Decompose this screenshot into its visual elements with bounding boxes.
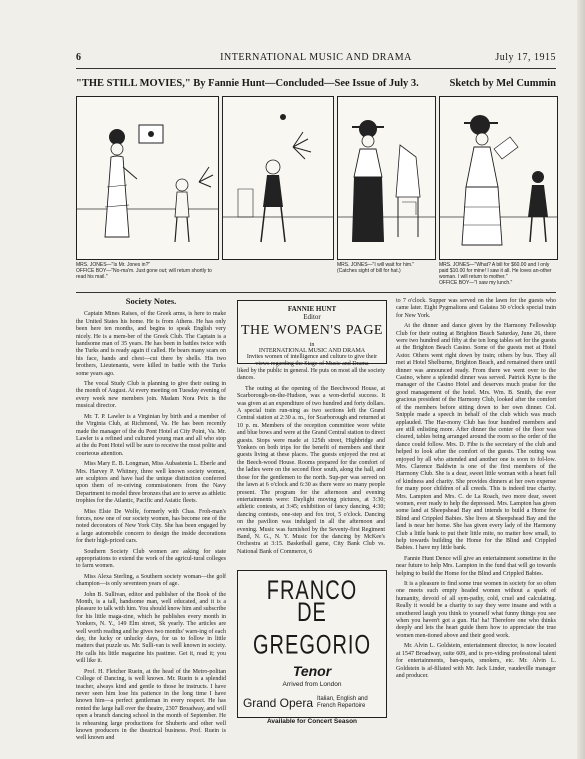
- womens-page-invite: Invites women of intelligence and culture to give their views regarding the Stage of Music and Drama: [246, 354, 378, 367]
- page-edge: [577, 0, 585, 759]
- middle-paragraph: The outing at the opening of the Beechwood House, at Scarborough-on-the-Hudson, was a won-derful success. It was given at an expenditure of two hundred and forty dollars. A special train run-ning as two sections left the Grand Central station at 2:30 a. m., for Scarborough and returned at 10 p. m. Members of the reception committee wore white and blue bows and were at the Grand Central station to direct guests. Stops were made at 125th street, Highbridge and Yonkers on both trips for the benefit of members and their guests living at these places. The guests enjoyed the rest at the Beech-wood House. Rooms prepared for the comfort of the ladies were on the second floor south, along the hall, and those for the gentlemen to the north. Sup-per was served on the lawn at 6 o'clock and 6:30 as there were so many people present. The program for the afternoon and evening entertainments were: Daylight moving pictures, at 3:30; athletic contests, at 3:45; exhibition of fancy dancing, 4:30; dancing contests, one-step and fox trot, 5 o'clock. Dancing on the pavilion was indulged in all the afternoon and evening. Music was furnished by the Seventy-first Regiment Band, N. G., N. Y. Music for the dancing by McKee's Orchestra at 3:15. Basketball game, City Bank Club vs. National Bank of Commerce, 6: [237, 385, 385, 555]
- franco-de-gregorio-ad: [237, 570, 387, 725]
- panel-1-caption: MRS. JONES—"Is Mr. Jones in?" OFFICE BOY—"No-ma'm. Just gone out; will return shortly to read his mail.": [76, 262, 212, 280]
- society-paragraph: Miss Mary E. B. Longman, Miss Aubastenia L. Eberle and Mrs. Harvey P. Whitney, three well known society women, are sculptors and have had the unique distinction conferred upon them of re-ceiving commissioners from the Navy Department to model three bronzes that are to serve as athletic trophies for the Atlantic, Pacific and Asiatic fleets.: [76, 461, 226, 505]
- comic-panel-4: [439, 96, 558, 260]
- society-notes-column: [76, 298, 226, 746]
- right-column: [396, 298, 556, 683]
- editor-name: FANNIE HUNT: [287, 305, 337, 313]
- womens-page-publication: INTERNATIONAL MUSIC AND DRAMA: [258, 348, 366, 354]
- society-paragraph: John B. Sullivan, editor and publisher of the Book of the Month, is a tall, handsome man, well educated, and it is a pleasure to talk with him. You should know him and subscribe for his little maga-zine, which he publishes every month in Yonkers, N. Y., 149 Elm street, Sk yearly. The articles are well worth reading and he gives two months' warn-ing of each day, the lucky or unlucky days, for us to follow in little matters that puzzle us. Mr. Sulli-van is well known in society. He calls his little magazine his pastime. Get it, read it; you will like it.: [76, 591, 226, 665]
- society-paragraph: The vocal Study Club is planning to give their outing in the month of August. At every meeting on Tuesday evening of every week new members join. Madam Nora Peix is the musical director.: [76, 381, 226, 410]
- society-paragraph: Captain Mines Raises, of the Greek arms, is here to make the United States his home. He is from Athens. He has only been here ten months, and begins to speak English very nicely. He is a mem-ber of the Greek Club. The Captain is a handsome man of 35 years. He has been in battles twice with the Turks and is ready again if called. He bears many scars on his face, hands and chest—cut there by shells. His two brothers, Lieutenants, were killed in battle with the Turks some years ago.: [76, 311, 226, 377]
- middle-paragraph: liked by the public in general. He puts on most all the society dances.: [237, 368, 385, 382]
- cartoon-credit: Sketch by Mel Cummin: [449, 78, 556, 89]
- panel-3-drawing: [338, 97, 435, 259]
- panel-2-drawing: [223, 97, 333, 259]
- comic-panel-3: [337, 96, 436, 260]
- cartoon-heading: [76, 78, 556, 89]
- society-paragraph: Miss Elsie De Wolfe, formerly with Chas. Froh-man's forces, now one of our society women, has become one of the noted decorators of New York City. She has been engaged by a large automobile concern to design the inside decorations for their high-priced cars.: [76, 508, 226, 545]
- ad-available: Available for Concert Season: [266, 718, 358, 725]
- panel-4-drawing: [440, 97, 557, 259]
- middle-column: [237, 368, 385, 559]
- panel-1-drawing: [77, 97, 218, 259]
- ad-arrived: Arrived from London: [282, 681, 342, 688]
- right-paragraph: At the dinner and dance given by the Harmony Fellowship Club for their outing at Brighton Beach Saturday, June 26, there were two hundred and fifty at the ten long tables set for the guests at the Brighton Beach Casino. Some of the guests met at Hotel Astor. Others went right down by train; others by bus. They all met at Hotel Shelburne, Brighton Beach, and remained there until dinner was announced ready. From there we went over to the Casino, where a splendid dinner was served. Patrick Kyne is the manager of the Casino Hotel and deserves much praise for the good management of the hotel. Mrs. Wm. B. Smith, the ever gracious president of the Harmony Club, looked after the comfort of the members before sitting down to her own dinner. Col. Snipple made a speech in behalf of the club which was much applauded. The Har-mony Club has four hundred members and are still enlisting more. After dinner the center of the floor was cleared, tables being arranged around the room so the order of the dance could follow. Mrs. D. Fibe is the secretary of the club and helped to look after the comfort of the guests. The outing was enjoyed by all who attended and another one is soon to fol-low. Mrs. Clarence Baldwin is one of the first members of the Harmony Club. She is a dear, sweet little woman with a heart full of kindness and charity. She provides dinners at her own expense for many poor children of all creeds. This is indeed true charity. Mrs. Lampton and Mrs. C. de La Roach, two more dear, sweet women, ever ready to help the depressed. Mrs. Lampton has given some land at Sheepshead Bay and intends to build a Home for Blind and Crippled Babies. She lives at Sheepshead Bay and the land is near her home. She has given every lady of the Harmony Club a little bank to put their little mite, no matter how small, to help towards building the Home for the Blind and Crippled Babies. I have my little bank.: [396, 323, 556, 552]
- comic-panel-1: [76, 96, 219, 260]
- ad-repertoire: Italian, English and French Repertoire: [317, 696, 368, 709]
- right-paragraph: to 7 o'clock. Supper was served on the lawn for the guests who came later. Eight Pygmalions and Galatea 30 o'clock special train for New York.: [396, 298, 556, 319]
- womens-page-in: in: [309, 342, 315, 348]
- cartoon-title: "THE STILL MOVIES," By Fannie Hunt—Concluded—See Issue of July 3.: [76, 78, 419, 89]
- panel-4-caption: MRS. JONES—"What? A bill for $60.00 and I only paid $10.00 for mine! I saw it all. He loves an-other woman. I will return to mother." OFFICE BOY—"I saw my lunch.": [439, 262, 552, 286]
- ad-name-line2: DE GREGORIO: [252, 597, 371, 661]
- right-paragraph: Mr. Alvin L. Goldstein, entertainment director, is now located at 1547 Broadway, suite 609, and is pro-viding professional talent for entertainments, ban-quets, smokers, etc. Mr. Alvin L. Goldstein is af-filiated with Mr. Jack Linder, vaudeville manager and producer.: [396, 643, 556, 679]
- society-heading: Society Notes.: [125, 296, 177, 306]
- ad-name-line1: FRANCO: [266, 576, 358, 606]
- society-paragraph: Southern Society Club women are asking for state appropriations to extend the work of the agricul-tural colleges to farm women.: [76, 548, 226, 570]
- page-number: 6: [76, 52, 82, 63]
- ad-voice: Tenor: [292, 663, 332, 679]
- strip-rule: [76, 292, 556, 293]
- society-paragraph: Prof. H. Fletcher Ruein, at the head of the Metro-politan College of Dancing, is well known. Mr. Ruein is a splendid teacher, always kind and gentle to those he instructs. I have never seen him lose his patience in the long time I have known him—a perfect gentleman in every respect. He has rented the large hall over the theatre, 2307 Broadway, and will open a branch dancing school in the month of September. He is rehearsing large productions for Shuberts and other well known producers in the theatrical business. Prof. Ruein is well known and: [76, 668, 226, 742]
- magazine-title: INTERNATIONAL MUSIC AND DRAMA: [220, 52, 412, 63]
- editor-label: Editor: [303, 313, 321, 321]
- society-paragraph: Mr. T. P. Lawler is a Virginian by birth and a member of the Virginia Club, at Richmond, Va. He has been recently made the manager of the du Pont Hotel at City Point, Va. Mr. Lawler is a refined and cultured young man and all who stop at the du Pont Hotel will be sure to receive the most polite and courteous attention.: [76, 413, 226, 457]
- womens-page-box: [237, 300, 387, 367]
- header-rule: [76, 68, 556, 69]
- ad-grand-opera-row: [238, 696, 386, 710]
- right-paragraph: It is a pleasure to find some true women in society for so often one meets such empty headed women without a spark of humanity, devoid of all sym-pathy, cold, cruel and calculating. Really it would be a charity to say they were insane and with a smothered laugh you think to yourself what funny things you see when you haven't got a gun. Ha! ha! Therefore one who thinks deeply and lets the heart guide them how to appreciate the true women men-tioned above and their good work.: [396, 581, 556, 639]
- womens-page-title: THE WOMEN'S PAGE: [241, 323, 383, 338]
- right-paragraph: Fannie Hunt Dence will give an entertainment sometime in the near future to help Mrs. Lampton in the fund that will go towards helping to build the Home for the Blind and Crippled Babies.: [396, 555, 556, 577]
- ad-grand-opera: Grand Opera: [242, 696, 314, 710]
- comic-strip: [76, 96, 556, 288]
- comic-panel-2: [222, 96, 334, 260]
- page-header: [76, 52, 556, 66]
- society-paragraph: Miss Alexa Sterling, a Southern society woman—the golf champion—is only seventeen years of age.: [76, 573, 226, 588]
- issue-date: July 17, 1915: [495, 52, 556, 63]
- panel-3-caption: MRS. JONES—"I will wait for him." (Catches sight of bill for hat.): [337, 262, 415, 274]
